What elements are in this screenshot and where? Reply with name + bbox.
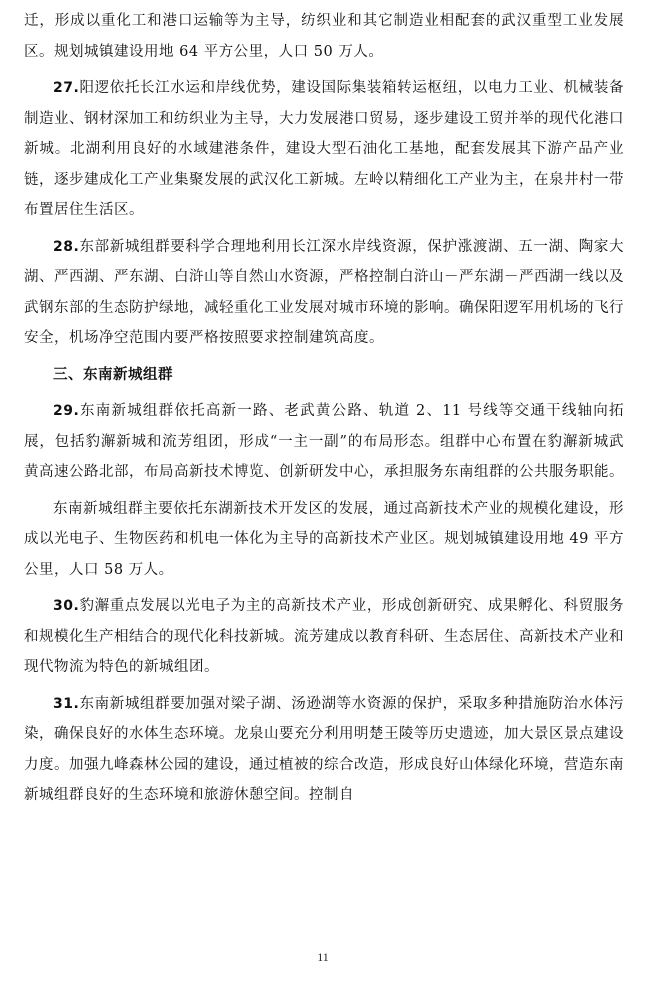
paragraph-text: 东南新城组群要加强对梁子湖、汤逊湖等水资源的保护，采取多种措施防治水体污染，确保良好的水体生态环境。龙泉山要充分利用明楚王陵等历史遗迹，加大景区景点建设力度。加强九峰森林公园的建设，通过植被的综合改造，形成良好山体绿化环境，营造东南新城组群良好的生态环境和旅游休憩空间。控制自 <box>24 695 624 803</box>
paragraph-text: 迁，形成以重化工和港口运输等为主导，纺织业和其它制造业相配套的武汉重型工业发展区。规划城镇建设用地 64 平方公里，人口 50 万人。 <box>24 13 624 60</box>
paragraph-text: 东部新城组群要科学合理地利用长江深水岸线资源，保护涨渡湖、五一湖、陶家大湖、严西湖、严东湖、白浒山等自然山水资源，严格控制白浒山－严东湖－严西湖一线以及武钢东部的生态防护绿地，减轻重化工业发展对城市环境的影响。确保阳逻军用机场的飞行安全，机场净空范围内要严格按照要求控制建筑高度。 <box>24 238 624 346</box>
paragraph-number: 31. <box>53 695 80 712</box>
paragraph-number: 28. <box>53 238 80 255</box>
page-number: 11 <box>317 950 329 964</box>
paragraph-30 <box>24 591 624 683</box>
paragraph-text: 豹澥重点发展以光电子为主的高新技术产业，形成创新研究、成果孵化、科贸服务和规模化生产相结合的现代化科技新城。流芳建成以教育科研、生态居住、高新技术产业和现代物流为特色的新城组团。 <box>24 598 624 675</box>
paragraph-unnumbered <box>24 494 624 586</box>
paragraph-text: 东南新城组群主要依托东湖新技术开发区的发展，通过高新技术产业的规模化建设，形成以光电子、生物医药和机电一体化为主导的高新技术产业区。规划城镇建设用地 49 平方公里，人口 58 万人。 <box>24 500 624 578</box>
paragraph-29 <box>24 396 624 488</box>
paragraph-text: 东南新城组群依托高新一路、老武黄公路、轨道 2、11 号线等交通干线轴向拓展，包括豹澥新城和流芳组团，形成“一主一副”的布局形态。组群中心布置在豹澥新城武黄高速公路北部，布局高新技术博览、创新研发中心，承担服务东南组群的公共服务职能。 <box>24 403 624 480</box>
paragraph-number: 29. <box>53 403 80 419</box>
paragraph-text: 阳逻依托长江水运和岸线优势，建设国际集装箱转运枢纽，以电力工业、机械装备制造业、钢材深加工和纺织业为主导，大力发展港口贸易，逐步建设工贸并举的现代化港口新城。北湖利用良好的水域建港条件，建设大型石油化工基地，配套发展其下游产品产业链，逐步建成化工产业集聚发展的武汉化工新城。左岭以精细化工产业为主，在泉井村一带布置居住生活区。 <box>24 80 624 218</box>
paragraph-28 <box>24 232 624 354</box>
paragraph-continued <box>24 6 624 67</box>
page-content <box>24 6 624 817</box>
section-heading: 三、东南新城组群 <box>53 366 173 383</box>
paragraph-number: 30. <box>53 598 80 614</box>
paragraph-27 <box>24 73 624 226</box>
paragraph-number: 27. <box>53 80 80 96</box>
paragraph-31 <box>24 689 624 811</box>
